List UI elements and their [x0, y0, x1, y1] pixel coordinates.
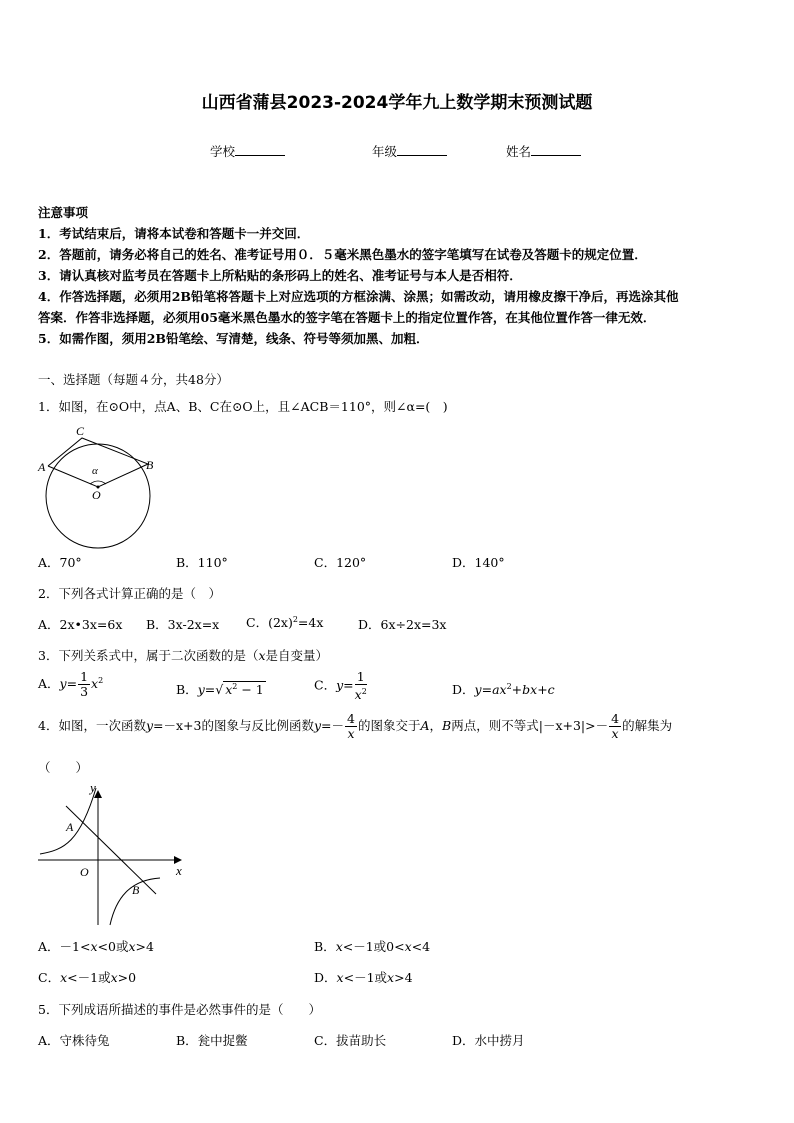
grade-label: 年级	[372, 144, 398, 159]
name-blank	[531, 143, 581, 156]
q3-option-a: A．y= $\frac{1}{3}$ $x^2$	[38, 669, 104, 699]
q3-option-d: D．$y=ax^2+bx+c$	[452, 681, 555, 697]
fraction: $\frac{4}{x}$	[611, 711, 620, 741]
note-item: 4．作答选择题，必须用2B铅笔将答题卡上对应选项的方框涂满、涂黑；如需改动，请用橡皮擦干净后，再选涂其他	[38, 289, 679, 304]
question-4-paren: （ ）	[38, 760, 89, 775]
grade-field	[372, 142, 447, 160]
q4-option-b: B．x<－1或0<x<4	[314, 939, 431, 954]
q5-option-b: B．瓮中捉鳖	[176, 1033, 248, 1048]
label-o: O	[92, 488, 101, 502]
q5-option-c: C．拔苗助长	[314, 1033, 387, 1048]
q3-option-b: B．y=√ $x^2 - 1$	[176, 681, 264, 697]
function-graph	[34, 780, 194, 930]
q4-option-d: D．x<－1或x>4	[314, 970, 413, 985]
q2-option-c: C．$(2x)^2=4x$	[246, 614, 324, 630]
fraction: $\frac{1}{3}$	[80, 669, 89, 699]
q4-option-a: A．－1<x<0或x>4	[38, 939, 154, 954]
school-label: 学校	[210, 144, 236, 159]
q1-option-a: A．70°	[38, 555, 82, 570]
q2-option-d: D．6x÷2x=3x	[358, 617, 447, 632]
label-c: C	[76, 424, 85, 438]
note-item: 1．考试结束后，请将本试卷和答题卡一并交回．	[38, 226, 310, 241]
q2-option-b: B．3x-2x=x	[146, 617, 220, 632]
question-2-stem: 2．下列各式计算正确的是（ ）	[38, 586, 221, 601]
school-blank	[235, 143, 285, 156]
q3-option-c: C．y= $\frac{1}{x^2}$	[314, 669, 367, 703]
q2-option-a: A．2x•3x=6x	[38, 617, 123, 632]
question-5-stem: 5．下列成语所描述的事件是必然事件的是（ ）	[38, 1002, 321, 1017]
axis-label-y: y	[90, 780, 96, 795]
q1-option-b: B．110°	[176, 555, 228, 570]
grade-blank	[397, 143, 447, 156]
q1-option-c: C．120°	[314, 555, 367, 570]
point-b-label: B	[132, 883, 140, 897]
section-heading: 一、选择题（每题４分，共48分）	[38, 372, 229, 387]
q1-option-d: D．140°	[452, 555, 505, 570]
question-4-stem: 4．如图，一次函数y=－x+3的图象与反比例函数y=－ $\frac{4}{x}$ 的图象交于A，B两点，则不等式|－x+3|>－ $\frac{4}{x}$ 的解集为	[38, 711, 673, 741]
notes-heading: 注意事项	[38, 205, 89, 220]
name-label: 姓名	[506, 144, 532, 159]
q5-option-a: A．守株待兔	[38, 1033, 110, 1048]
note-item: 2．答题前，请务必将自己的姓名、准考证号用０．５毫米黑色墨水的签字笔填写在试卷及答题卡的规定位置．	[38, 247, 647, 262]
origin-label: O	[80, 865, 89, 879]
note-item: 5．如需作图，须用2B铅笔绘、写清楚，线条、符号等须加黑、加粗．	[38, 331, 429, 346]
label-alpha: α	[92, 465, 98, 477]
label-a: A	[38, 460, 46, 474]
axis-label-x: x	[176, 863, 182, 878]
name-field	[506, 142, 581, 160]
note-item: 答案．作答非选择题，必须用05毫米黑色墨水的签字笔在答题卡上的指定位置作答，在其他位置作答一律无效．	[38, 310, 656, 325]
radicand: $x^2 - 1$	[225, 681, 264, 697]
page-title: 山西省蒲县2023-2024学年九上数学期末预测试题	[201, 93, 593, 113]
question-1-stem: 1．如图，在⊙O中，点A、B、C在⊙O上，且∠ACB＝110°，则∠α=( )	[38, 399, 448, 414]
note-item: 3．请认真核对监考员在答题卡上所粘贴的条形码上的姓名、准考证号与本人是否相符．	[38, 268, 522, 283]
school-field	[210, 142, 285, 160]
fraction: $\frac{4}{x}$	[347, 711, 355, 741]
label-b: B	[146, 458, 154, 472]
question-3-stem: 3．下列关系式中，属于二次函数的是（x是自变量）	[38, 648, 329, 663]
q4-option-c: C．x<－1或x>0	[38, 970, 137, 985]
q5-option-d: D．水中捞月	[452, 1033, 525, 1048]
sqrt-symbol: √	[215, 682, 224, 697]
circle-figure	[36, 424, 166, 564]
point-a-label: A	[66, 820, 74, 834]
fraction: $\frac{1}{x^2}$	[354, 669, 367, 703]
